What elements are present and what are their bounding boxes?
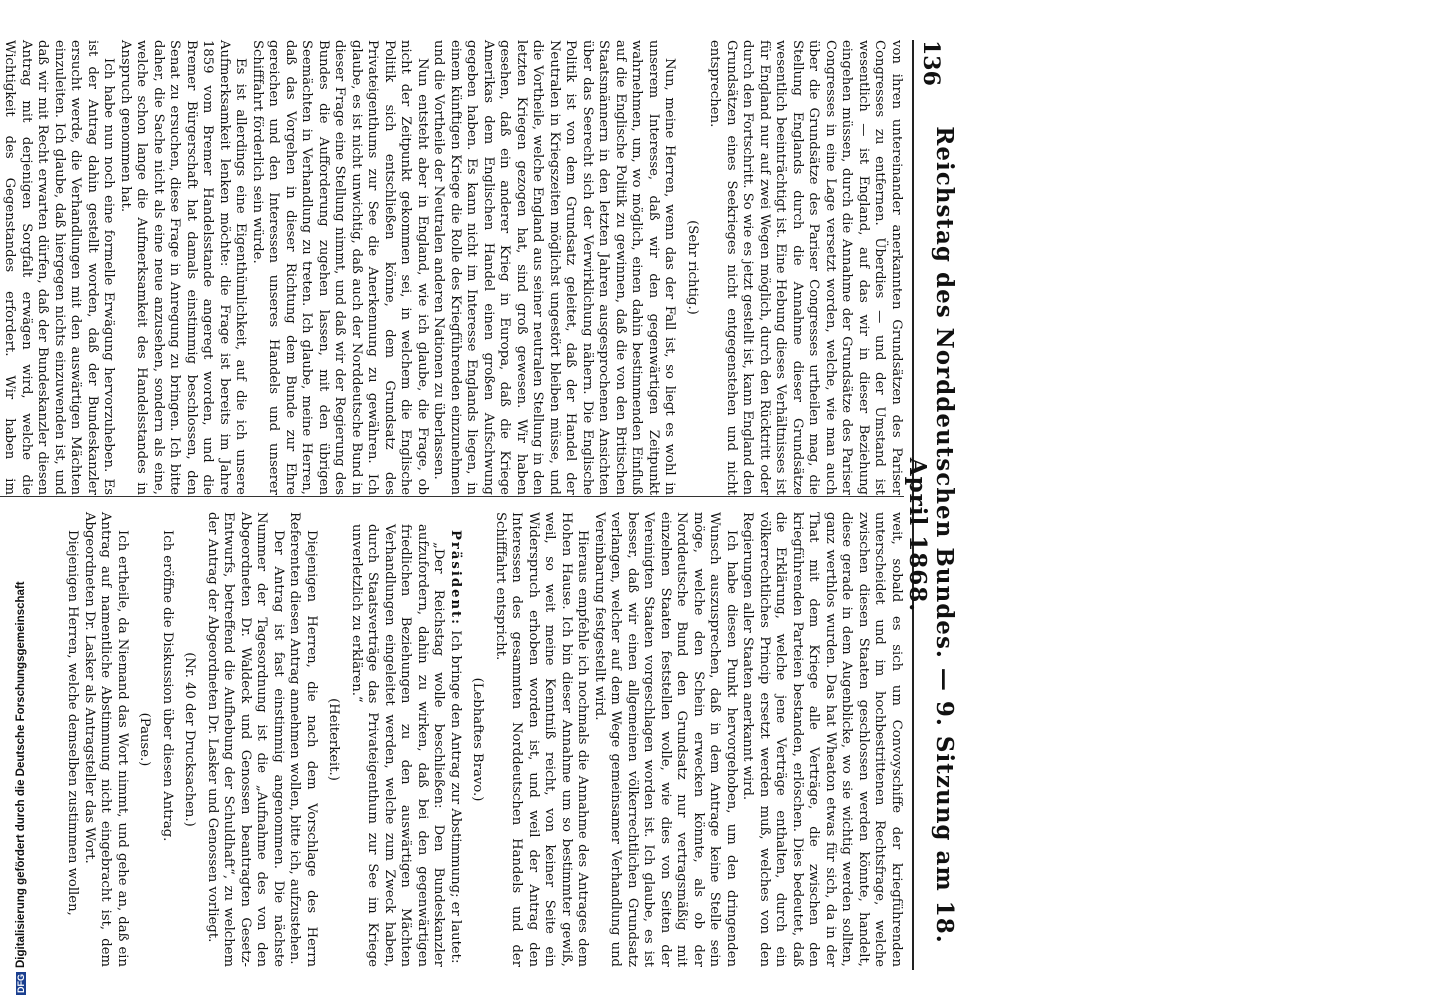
paragraph: Diejenigen Herren, die nach dem Vorschlage des Herrn Referenten diesen Antrag annehmen wollen, bitte ich, aufzustehen. (287, 512, 319, 967)
paragraph: Ich habe nun noch eine formelle Erwägung hervorzuheben. Es ist der Antrag dahin gestellt worden, daß der Bundeskanzler ersucht werde, die Verhandlungen mit den auswärtigen Mächten einzuleiten. Ich glaube, daß hiergegen nichts einzuwenden ist, und daß wir mit Recht erwarten dürfen, daß der Bundeskanzler diesen Antrag mit derjenigen Sorgfalt erwägen wird, welche die Wichtigkeit des Gegenstandes erfordert. Wir haben im (2, 40, 117, 495)
president-statement (447, 512, 464, 967)
dfg-logo: DFG (16, 974, 26, 993)
paragraph: Hieraus empfehle ich nochmals die Annahme des Antrages dem Hohen Hause. Ich bin dieser Annahme um so bestimmter gewiß, weil, so weit meine Kenntniß reicht, von keiner Seite ein Widerspruch erhoben worden ist, und weil der Antrag den Interessen des gesammten Norddeutschen Handels und der Schifffahrt entspricht. (493, 512, 591, 967)
page-number: 136 (918, 40, 944, 86)
paragraph: Es ist allerdings eine Eigenthümlichkeit, auf die ich unsere Aufmerksamkeit lenken möchte: die Frage ist bereits im Jahre 1859 vom Bremer Handelsstande angeregt worden, und die Bremer Bürgerschaft hat damals einstimmig beschlossen, den Senat zu ersuchen, diese Frage in Anregung zu bringen. Ich bitte daher, die Sache nicht als eine neue anzusehen, sondern als eine, welche schon lange die Aufmerksamkeit des Handelsstandes in Anspruch genommen hat. (118, 40, 249, 495)
running-title: Reichstag des Norddeutschen Bundes. — 9. Sitzung am 18. April 1868. (904, 126, 958, 944)
right-column (64, 512, 904, 967)
motion-text: „Der Reichstag wolle beschließen: Den Bundeskanzler aufzufordern, dahin zu wirken, daß bei den gegenwärtigen friedlichen Beziehungen zu den auswärtigen Mächten Verhandlungen eingeleitet werden, welche zum Zweck haben, durch Staatsverträge das Privateigenthum zur See im Kriege unverletzlich zu erklären.“ (349, 524, 447, 967)
paragraph: Diejenigen Herren, welche demselben zustimmen wollen, (65, 530, 81, 916)
paragraph: von ihren untereinander anerkannten Grundsätzen des Pariser Congresses zu entfernen. Überdies — und der Umstand ist wesentlich — ist England, auf das wir in dieser Beziehung eingehen müssen, durch die Annahme der Grundsätze des Pariser Congresses in eine Lage versetzt worden, welche, wie man auch über die Grundsätze des Pariser Congresses urtheilen mag, die Stellung Englands durch die Annahme dieser Grundsätze wesentlich beeinträchtigt ist. Eine Hebung dieses Verhältnisses ist für England nur auf zwei Wegen möglich, durch den Rücktritt oder durch den Fortschritt. So wie es jetzt gestellt ist, kann England den Grundsätzen eines Seekrieges nicht entgegenstehen und nicht entsprechen. (707, 40, 904, 495)
page-header (904, 40, 958, 970)
speaker-label: Präsident: (448, 530, 463, 627)
applause-note: (Lebhaftes Bravo.) (470, 677, 486, 802)
paragraph: Nun, meine Herren, wenn das der Fall ist, so liegt es wohl in unserem Interesse, daß wir den gegenwärtigen Zeitpunkt wahrnehmen, um, wo möglich, einen dahin bestimmenden Einfluß auf die Englische Politik zu gewinnen, daß die von den Britischen Staatsmännern in den letzten Jahren ausgesprochenen Ansichten über das Seerecht sich der Verwirklichung nähern. Die Englische Politik ist von dem Grundsatz geleitet, daß der Handel der Neutralen in Kriegszeiten möglichst ungestört bleiben müsse, und die Vortheile, welche England aus seiner neutralen Stellung in den letzten Kriegen gezogen hat, sind groß gewesen. Wir haben gesehen, daß ein anderer Krieg in Europa, daß die Kriege Amerikas dem Englischen Handel einen großen Aufschwung gegeben haben. Es kann nicht im Interesse Englands liegen, in einem künftigen Kriege die Rolle des Kriegführenden einzunehmen und die Vortheile der Neutralen anderen Nationen zu überlassen. (431, 40, 678, 495)
paragraph: weit, sobald es sich um Convoyschiffe der kriegführenden unterscheidet und im hochbestrittenen Rechtsfrage, welche zwischen diesen Staaten geschlossen werden könnte, handelt, diese gerade in dem Augenblicke, wo sie wichtig werden sollten, ganz werthlos wurden. Das hat Wheaton etwas für sich, da in der That mit dem Kriege alle Verträge, die zwischen den kriegführenden Parteien bestanden, erlöschen. Dies bedeutet, daß die Erklärung, welche jene Verträge enthalten, durch ein völkerrechtliches Princip ersetzt werden muß, welches von den Regierungen aller Staaten anerkannt wird. (740, 512, 904, 967)
paragraph: Ich habe diesen Punkt hervorgehoben, um den dringenden Wunsch auszusprechen, daß in dem Antrage keine Stelle sein möge, welche den Schein erwecken könnte, als ob der Norddeutsche Bund den Grundsatz nur vertragsmäßig mit einzelnen Staaten feststellen wolle, wie dies von Seiten der Vereinigten Staaten vorgeschlagen worden ist. Ich glaube, es ist besser, daß wir einen allgemeinen völkerrechtlichen Grundsatz verlangen, welcher auf dem Wege gemeinsamer Verhandlung und Vereinbarung festgestellt wird. (592, 512, 739, 967)
reference-note: (Nr. 40 der Drucksachen.) (182, 652, 198, 827)
pause-note: (Pause.) (137, 712, 153, 767)
left-column (0, 40, 904, 495)
credit-text: Digitalisierung gefördert durch die Deutsche Forschungsgemeinschaft (15, 581, 27, 968)
paragraph: Nun entsteht aber in England, wie ich glaube, die Frage, ob nicht der Zeitpunkt gekommen sei, in welchem die Englische Politik sich entschließen könne, dem Grundsatz des Privateigenthums zur See die Anerkennung zu gewähren. Ich glaube, es ist nicht unwichtig, daß auch der Norddeutsche Bund in dieser Frage eine Stellung nimmt, und daß wir der Regierung des Bundes die Aufforderung zugehen lassen, mit den übrigen Seemächten in Verhandlung zu treten. Ich glaube, meine Herren, daß das Vorgehen in dieser Richtung dem Bunde zur Ehre gereichen und den Interessen unseres Handels und unserer Schifffahrt förderlich sein würde. (250, 40, 430, 495)
response: (Sehr richtig.) (685, 220, 700, 315)
speaker-text: Ich bringe den Antrag zur Abstimmung; er lautet: (448, 630, 463, 964)
paragraph: Der Antrag ist fast einstimmig angenommen. Die nächste Nummer der Tagesordnung ist die „Aufnahme des von den Abgeordneten Dr. Waldeck und Genossen beantragten Gesetz-Entwurfs, betreffend die Aufhebung der Schuldhaft“, zu welchem der Antrag der Abgeordneten Dr. Lasker und Genossen vorliegt. (205, 512, 286, 967)
digitization-credit (0, 0, 27, 1000)
laughter-note: (Heiterkeit.) (326, 698, 342, 781)
paragraph: Ich eröffne die Diskussion über diesen Antrag. (160, 530, 175, 842)
paragraph: Ich ertheile, da Niemand das Wort nimmt, und gehe an, daß ein Antrag auf namentliche Abstimmung nicht eingebracht ist, dem Abgeordneten Dr. Lasker als Antragsteller das Wort. (82, 512, 130, 967)
column-divider (0, 496, 904, 497)
